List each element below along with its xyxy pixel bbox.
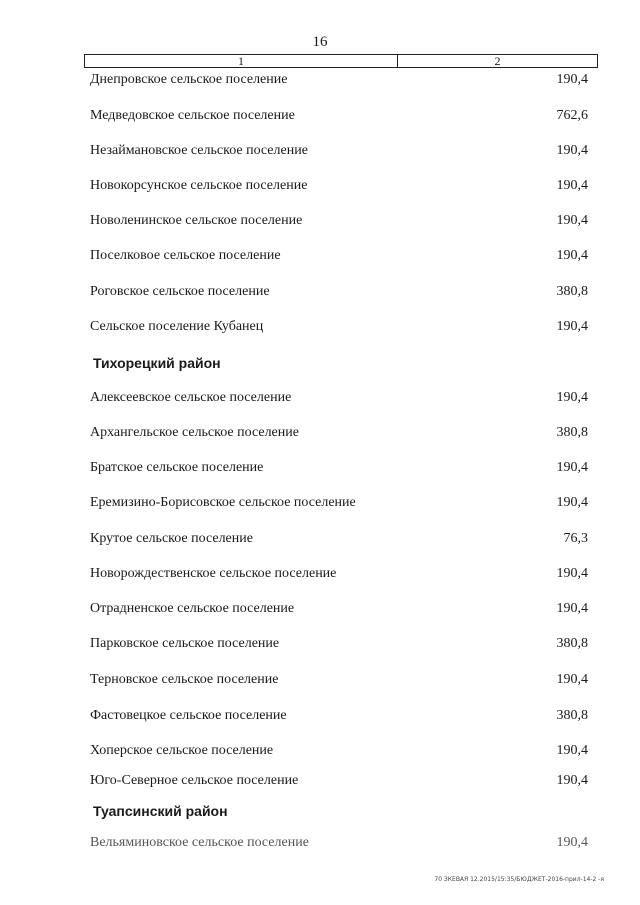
settlement-name: Фастовецкое сельское поселение	[90, 708, 287, 723]
amount-value: 76,3	[563, 531, 588, 546]
table-row	[90, 317, 588, 337]
table-row	[90, 282, 588, 302]
settlement-name: Братское сельское поселение	[90, 460, 264, 475]
amount-value: 380,8	[556, 425, 588, 440]
table-row	[90, 599, 588, 619]
table-row	[90, 106, 588, 126]
amount-value: 190,4	[556, 773, 588, 788]
settlement-name: Отрадненское сельское поселение	[90, 601, 295, 616]
amount-value: 190,4	[556, 460, 588, 475]
amount-value: 190,4	[556, 601, 588, 616]
table-row	[90, 70, 588, 90]
settlement-name: Медведовское сельское поселение	[90, 108, 295, 123]
amount-value: 190,4	[556, 835, 588, 850]
settlement-name: Сельское поселение Кубанец	[90, 319, 264, 334]
amount-value: 190,4	[556, 213, 588, 228]
table-row	[90, 493, 588, 513]
table-row	[90, 458, 588, 478]
amount-value: 190,4	[556, 143, 588, 158]
amount-value: 190,4	[556, 743, 588, 758]
column-header-2: 2	[494, 54, 501, 68]
table-row	[90, 141, 588, 161]
amount-value: 190,4	[556, 72, 588, 87]
footer-file-stamp: 70 ЗКЕВАЯ 12.2015/15:35/БЮДЖЕТ-2016-прил-14-2 -я	[434, 876, 604, 883]
table-row	[90, 246, 588, 266]
settlement-name: Парковское сельское поселение	[90, 636, 280, 651]
table-row	[90, 771, 588, 791]
settlement-name: Вельяминовское сельское поселение	[90, 835, 309, 850]
amount-value: 190,4	[556, 495, 588, 510]
region-heading: Тихорецкий район	[93, 355, 221, 371]
amount-value: 190,4	[556, 672, 588, 687]
table-row	[90, 211, 588, 231]
page-number: 16	[312, 34, 328, 50]
amount-value: 380,8	[556, 708, 588, 723]
settlement-name: Еремизино-Борисовское сельское поселение	[90, 495, 356, 510]
table-row	[90, 564, 588, 584]
settlement-name: Крутое сельское поселение	[90, 531, 253, 546]
amount-value: 190,4	[556, 178, 588, 193]
table-row	[90, 634, 588, 654]
amount-value: 380,8	[556, 284, 588, 299]
settlement-name: Незаймановское сельское поселение	[90, 143, 308, 158]
table-row	[90, 706, 588, 726]
amount-value: 190,4	[556, 319, 588, 334]
settlement-name: Новокорсунское сельское поселение	[90, 178, 308, 193]
amount-value: 190,4	[556, 390, 588, 405]
column-header-1: 1	[85, 55, 398, 67]
table-row	[90, 388, 588, 408]
settlement-name: Роговское сельское поселение	[90, 284, 270, 299]
region-heading: Туапсинский район	[93, 803, 228, 819]
settlement-name: Хоперское сельское поселение	[90, 743, 274, 758]
table-row	[90, 670, 588, 690]
settlement-name: Поселковое сельское поселение	[90, 248, 281, 263]
settlement-name: Терновское сельское поселение	[90, 672, 279, 687]
table-row	[90, 529, 588, 549]
settlement-name: Днепровское сельское поселение	[90, 72, 288, 87]
settlement-name: Алексеевское сельское поселение	[90, 390, 292, 405]
amount-value: 762,6	[556, 108, 588, 123]
amount-value: 190,4	[556, 566, 588, 581]
settlement-name: Юго-Северное сельское поселение	[90, 773, 299, 788]
settlement-name: Архангельское сельское поселение	[90, 425, 299, 440]
table-row	[90, 741, 588, 761]
amount-value: 380,8	[556, 636, 588, 651]
table-row	[90, 423, 588, 443]
table-row	[90, 176, 588, 196]
settlement-name: Новоленинское сельское поселение	[90, 213, 303, 228]
amount-value: 190,4	[556, 248, 588, 263]
settlement-name: Новорождественское сельское поселение	[90, 566, 337, 581]
table-row	[90, 833, 588, 853]
